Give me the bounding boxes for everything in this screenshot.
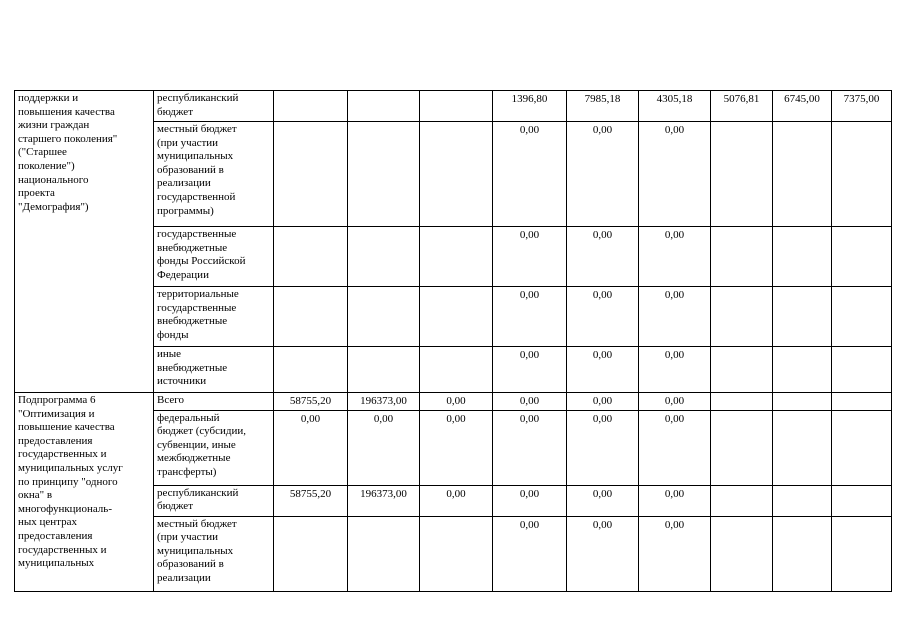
table-row [15, 91, 892, 122]
value-cell [773, 287, 832, 347]
value-cell: 0,00 [567, 485, 639, 516]
value-cell: 0,00 [639, 287, 711, 347]
value-cell: 58755,20 [274, 393, 348, 411]
value-cell [773, 347, 832, 393]
value-cell: 0,00 [493, 485, 567, 516]
value-cell [832, 227, 892, 287]
source-label: иные внебюджетные источники [154, 347, 274, 393]
value-cell [773, 485, 832, 516]
value-cell: 0,00 [567, 347, 639, 393]
value-cell: 0,00 [493, 410, 567, 485]
value-cell: 0,00 [567, 287, 639, 347]
value-cell [832, 122, 892, 227]
value-cell [711, 516, 773, 591]
value-cell: 7985,18 [567, 91, 639, 122]
source-label: местный бюджет (при участии муниципальных образований в реализации [154, 516, 274, 591]
value-cell [832, 347, 892, 393]
value-cell: 0,00 [567, 393, 639, 411]
value-cell [711, 485, 773, 516]
value-cell: 0,00 [639, 393, 711, 411]
value-cell [348, 227, 420, 287]
value-cell [274, 91, 348, 122]
value-cell [274, 227, 348, 287]
value-cell: 0,00 [639, 122, 711, 227]
value-cell: 0,00 [420, 410, 493, 485]
value-cell: 0,00 [420, 393, 493, 411]
value-cell [711, 393, 773, 411]
value-cell [274, 516, 348, 591]
value-cell: 6745,00 [773, 91, 832, 122]
value-cell: 0,00 [420, 485, 493, 516]
value-cell [348, 287, 420, 347]
source-label: государственные внебюджетные фонды Российской Федерации [154, 227, 274, 287]
source-label: Всего [154, 393, 274, 411]
source-label: федеральный бюджет (субсидии, субвенции, иные межбюджетные трансферты) [154, 410, 274, 485]
program-name-cell: поддержки и повышения качества жизни граждан старшего поколения" ("Старшее поколение") национального проекта "Демография") [15, 91, 154, 393]
value-cell: 0,00 [567, 227, 639, 287]
value-cell [832, 485, 892, 516]
value-cell: 196373,00 [348, 485, 420, 516]
value-cell [348, 91, 420, 122]
value-cell [348, 516, 420, 591]
value-cell [274, 287, 348, 347]
value-cell: 5076,81 [711, 91, 773, 122]
source-label: республиканский бюджет [154, 91, 274, 122]
value-cell [711, 347, 773, 393]
value-cell [832, 287, 892, 347]
value-cell: 196373,00 [348, 393, 420, 411]
value-cell: 0,00 [274, 410, 348, 485]
value-cell: 7375,00 [832, 91, 892, 122]
value-cell [773, 122, 832, 227]
value-cell [773, 410, 832, 485]
budget-table [14, 90, 892, 592]
value-cell [832, 410, 892, 485]
value-cell [711, 227, 773, 287]
value-cell: 0,00 [348, 410, 420, 485]
source-label: территориальные государственные внебюджетные фонды [154, 287, 274, 347]
value-cell [420, 227, 493, 287]
value-cell [773, 516, 832, 591]
value-cell [420, 122, 493, 227]
source-label: республиканский бюджет [154, 485, 274, 516]
value-cell: 0,00 [639, 347, 711, 393]
value-cell [348, 347, 420, 393]
value-cell [274, 122, 348, 227]
value-cell: 0,00 [639, 485, 711, 516]
value-cell: 0,00 [493, 347, 567, 393]
value-cell [348, 122, 420, 227]
value-cell [832, 393, 892, 411]
value-cell [773, 393, 832, 411]
value-cell [420, 91, 493, 122]
value-cell [420, 347, 493, 393]
source-label: местный бюджет (при участии муниципальных образований в реализации государственной программы) [154, 122, 274, 227]
value-cell: 1396,80 [493, 91, 567, 122]
value-cell: 4305,18 [639, 91, 711, 122]
value-cell: 0,00 [567, 410, 639, 485]
value-cell [420, 516, 493, 591]
value-cell [711, 122, 773, 227]
table-row [15, 393, 892, 411]
value-cell: 0,00 [639, 227, 711, 287]
value-cell: 0,00 [493, 516, 567, 591]
value-cell: 0,00 [567, 516, 639, 591]
value-cell [420, 287, 493, 347]
value-cell: 0,00 [567, 122, 639, 227]
value-cell [773, 227, 832, 287]
value-cell: 0,00 [639, 410, 711, 485]
value-cell: 0,00 [493, 287, 567, 347]
value-cell: 0,00 [639, 516, 711, 591]
value-cell [274, 347, 348, 393]
value-cell: 58755,20 [274, 485, 348, 516]
value-cell: 0,00 [493, 122, 567, 227]
value-cell: 0,00 [493, 393, 567, 411]
program-name-cell: Подпрограмма 6 "Оптимизация и повышение качества предоставления государственных и муниципальных услуг по принципу "одного окна" в многофункциональ- ных центрах предоставления государственных и муниципальных [15, 393, 154, 592]
value-cell [832, 516, 892, 591]
value-cell [711, 287, 773, 347]
value-cell: 0,00 [493, 227, 567, 287]
value-cell [711, 410, 773, 485]
